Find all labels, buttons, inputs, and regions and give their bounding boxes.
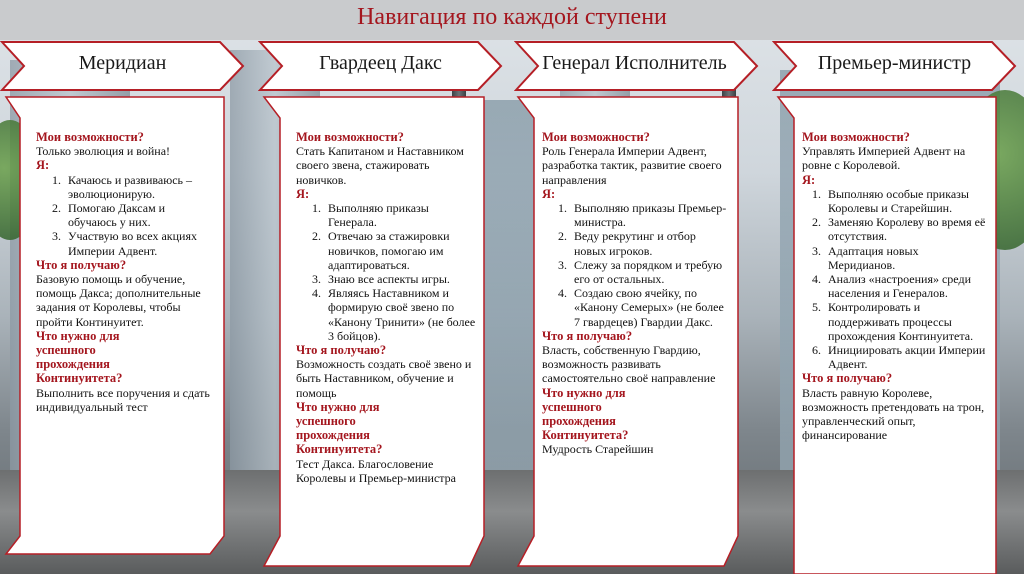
banner-2 [258, 40, 503, 92]
card-4-list [802, 187, 988, 372]
card-3-text-3: Власть, собственную Гвардию, возможность развивать самостоятельно своё направление [542, 343, 716, 386]
card-4-text-1: Управлять Империей Адвент на ровне с Королевой. [802, 144, 966, 173]
banner-4 [772, 40, 1017, 92]
card-2-heading-1: Мои возможности? [296, 130, 404, 144]
card-2-heading-3: Что я получаю? [296, 343, 387, 358]
card-meridian [0, 96, 228, 572]
card-3-heading-4: Что нужно для успешного прохождения Континуитета? [542, 385, 629, 443]
list-item: 3. Участвую во всех акциях Империи Адвент. [64, 229, 216, 257]
list-item: 3. Слежу за порядком и требую его от остальных. [570, 258, 728, 286]
list-item: 1. Качаюсь и развиваюсь – эволюционирую. [64, 173, 216, 201]
card-4-heading-3: Что я получаю? [802, 371, 893, 386]
card-1-heading-1: Мои возможности? [36, 130, 144, 144]
banner-4-label: Премьер-министр [817, 52, 972, 74]
list-item: 4. Анализ «настроения» среди населения и Генералов. [824, 272, 988, 300]
card-1-heading-4: Что нужно для успешного прохождения Континуитета? [36, 328, 123, 386]
card-3-text-4: Мудрость Старейшин [542, 442, 654, 457]
list-item: 1. Выполняю особые приказы Королевы и Старейшин. [824, 187, 988, 215]
card-4-heading-2: Я: [802, 172, 816, 187]
card-general [512, 96, 742, 572]
page-title: Навигация по каждой ступени [357, 4, 667, 30]
list-item: 2. Заменяю Королеву во время её отсутствия. [824, 215, 988, 243]
list-item: 1. Выполняю приказы Генерала. [324, 201, 476, 229]
banner-3-label: Генерал Исполнитель [542, 52, 727, 74]
card-3-heading-1: Мои возможности? [542, 130, 650, 144]
card-2-text-3: Возможность создать своё звено и быть Наставником, обучение и помощь [296, 357, 472, 400]
list-item: 6. Инициировать акции Империи Адвент. [824, 343, 988, 371]
card-1-text-1: Только эволюция и война! [36, 144, 171, 159]
card-4-heading-1: Мои возможности? [802, 130, 910, 144]
list-item: 3. Знаю все аспекты игры. [324, 272, 476, 286]
banner-1-label: Меридиан [78, 52, 167, 74]
banner-2-label: Гвардеец Дакс [319, 52, 442, 74]
card-2-heading-2: Я: [296, 186, 310, 201]
list-item: 2. Веду рекрутинг и отбор новых игроков. [570, 229, 728, 257]
card-2-list [296, 201, 476, 343]
card-3-heading-2: Я: [542, 186, 556, 201]
card-prime-minister [772, 96, 1000, 574]
list-item: 3. Адаптация новых Меридианов. [824, 244, 988, 272]
list-item: 2. Отвечаю за стажировки новичков, помогаю им адаптироваться. [324, 229, 476, 272]
card-1-text-3: Базовую помощь и обучение, помощь Дакса; дополнительные задания от Королевы, чтобы пройти Континуитет. [36, 272, 201, 329]
card-3-list [542, 201, 728, 329]
card-4-text-3: Власть равную Королеве, возможность претендовать на трон, управленческий опыт, финансирование [802, 385, 985, 443]
banner-1 [0, 40, 245, 92]
card-guardian-dax [258, 96, 488, 572]
card-2-text-4: Тест Дакса. Благословение Королевы и Премьер-министра [296, 456, 456, 485]
card-1-text-4: Выполнить все поручения и сдать индивидуальный тест [36, 385, 210, 414]
banner-3 [514, 40, 759, 92]
card-3-text-1: Роль Генерала Империи Адвент, разработка тактик, развитие своего направления [542, 144, 722, 187]
card-2-heading-4: Что нужно для успешного прохождения Континуитета? [296, 399, 383, 457]
list-item: 4. Создаю свою ячейку, по «Канону Семерых» (не более 7 гвардецев) Гвардии Дакс. [570, 286, 728, 329]
card-2-text-1: Стать Капитаном и Наставником своего звена, стажировать новичков. [296, 144, 464, 187]
card-1-heading-2: Я: [36, 158, 50, 173]
card-1-heading-3: Что я получаю? [36, 257, 127, 272]
list-item: 4. Являясь Наставником и формирую своё звено по «Канону Тринити» (не более 3 бойцов). [324, 286, 476, 343]
card-3-heading-3: Что я получаю? [542, 328, 633, 343]
list-item: 2. Помогаю Даксам и обучаюсь у них. [64, 201, 216, 229]
list-item: 5. Контролировать и поддерживать процессы прохождения Континуитета. [824, 300, 988, 343]
card-1-list [36, 173, 216, 258]
list-item: 1. Выполняю приказы Премьер-министра. [570, 201, 728, 229]
